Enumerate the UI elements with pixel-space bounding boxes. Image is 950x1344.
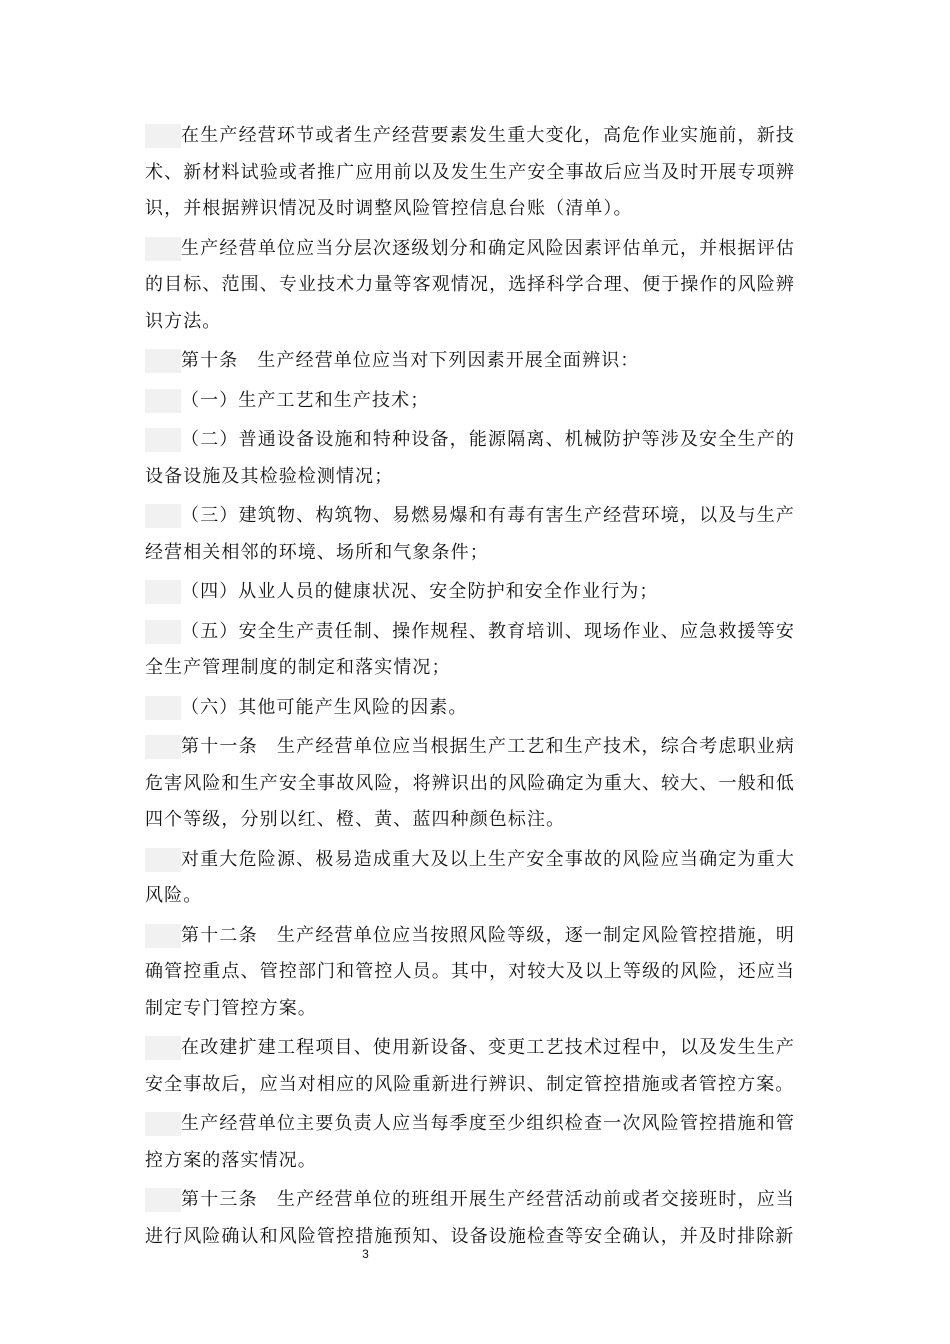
article-10-heading: 第十条 生产经营单位应当对下列因素开展全面辨识： [145, 343, 795, 380]
list-item-2: （二）普通设备设施和特种设备，能源隔离、机械防护等涉及安全生产的设备设施及其检验检测情况； [145, 422, 795, 495]
article-11-paragraph-2: 对重大危险源、极易造成重大及以上生产安全事故的风险应当确定为重大风险。 [145, 842, 795, 915]
paragraph-1: 在生产经营环节或者生产经营要素发生重大变化，高危作业实施前，新技术、新材料试验或者推广应用前以及发生生产安全事故后应当及时开展专项辨识，并根据辨识情况及时调整风险管控信息台账（清单）。 [145, 118, 795, 228]
list-item-3: （三）建筑物、构筑物、易燃易爆和有毒有害生产经营环境，以及与生产经营相关相邻的环境、场所和气象条件； [145, 498, 795, 571]
article-13: 第十三条 生产经营单位的班组开展生产经营活动前或者交接班时，应当进行风险确认和风险管控措施预知、设备设施检查等安全确认，并及时排除新 [145, 1182, 795, 1255]
page-number: 3 [362, 1247, 369, 1261]
article-12-paragraph-2: 在改建扩建工程项目、使用新设备、变更工艺技术过程中，以及发生生产安全事故后，应当对相应的风险重新进行辨识、制定管控措施或者管控方案。 [145, 1030, 795, 1103]
article-12: 第十二条 生产经营单位应当按照风险等级，逐一制定风险管控措施，明确管控重点、管控部门和管控人员。其中，对较大及以上等级的风险，还应当制定专门管控方案。 [145, 918, 795, 1028]
list-item-4: （四）从业人员的健康状况、安全防护和安全作业行为； [145, 574, 795, 611]
document-body [145, 118, 795, 1258]
list-item-6: （六）其他可能产生风险的因素。 [145, 690, 795, 727]
article-11: 第十一条 生产经营单位应当根据生产工艺和生产技术，综合考虑职业病危害风险和生产安全事故风险，将辨识出的风险确定为重大、较大、一般和低四个等级，分别以红、橙、黄、蓝四种颜色标注。 [145, 729, 795, 839]
article-12-paragraph-3: 生产经营单位主要负责人应当每季度至少组织检查一次风险管控措施和管控方案的落实情况。 [145, 1106, 795, 1179]
paragraph-2: 生产经营单位应当分层次逐级划分和确定风险因素评估单元，并根据评估的目标、范围、专业技术力量等客观情况，选择科学合理、便于操作的风险辨识方法。 [145, 231, 795, 341]
list-item-5: （五）安全生产责任制、操作规程、教育培训、现场作业、应急救援等安全生产管理制度的制定和落实情况； [145, 614, 795, 687]
list-item-1: （一）生产工艺和生产技术； [145, 383, 795, 420]
